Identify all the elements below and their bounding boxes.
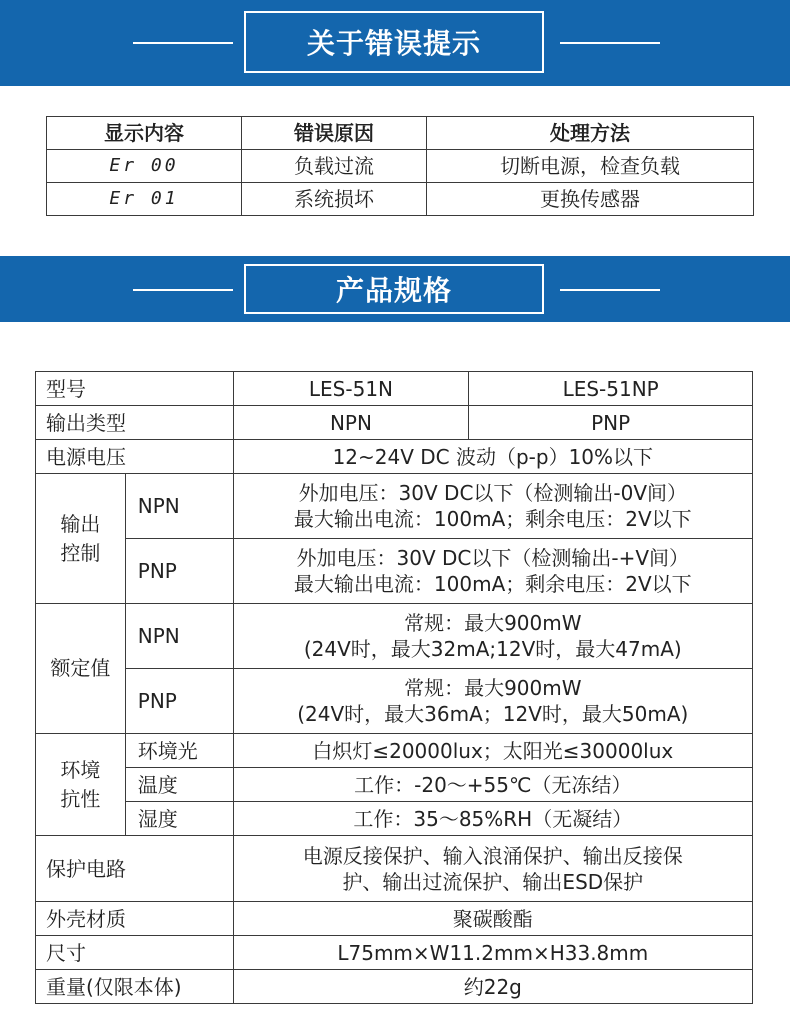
model-npn: LES-51N — [233, 372, 469, 406]
banner-right-line — [560, 289, 660, 291]
voltage-value: 12~24V DC 波动（p-p）10%以下 — [233, 440, 752, 474]
housing-label: 外壳材质 — [36, 902, 234, 936]
header-display: 显示内容 — [47, 117, 242, 150]
table-row — [36, 836, 753, 902]
table-row — [36, 406, 753, 440]
error-solution: 切断电源，检查负载 — [427, 150, 754, 183]
size-label: 尺寸 — [36, 936, 234, 970]
protection-line2: 护、输出过流保护、输出ESD保护 — [342, 869, 644, 894]
table-row — [36, 802, 753, 836]
banner-title: 关于错误提示 — [244, 11, 544, 73]
error-cause: 系统损坏 — [242, 183, 427, 216]
output-control-pnp-label: PNP — [125, 539, 233, 604]
weight-label: 重量(仅限本体) — [36, 970, 234, 1004]
table-row — [36, 604, 753, 669]
rated-npn-value — [233, 604, 752, 669]
rated-npn-line1: 常规：最大900mW — [404, 611, 582, 635]
model-label: 型号 — [36, 372, 234, 406]
rated-pnp-line1: 常规：最大900mW — [404, 676, 582, 700]
humidity-value: 工作：35～85%RH（无凝结） — [233, 802, 752, 836]
error-section-banner — [0, 0, 790, 86]
ambient-light-label: 环境光 — [125, 734, 233, 768]
spec-table — [35, 371, 753, 1004]
table-row — [36, 936, 753, 970]
output-type-pnp: PNP — [469, 406, 753, 440]
table-header-row — [47, 117, 754, 150]
size-value: L75mm×W11.2mm×H33.8mm — [233, 936, 752, 970]
table-row — [36, 902, 753, 936]
output-control-npn-value — [233, 474, 752, 539]
table-row — [36, 734, 753, 768]
housing-value: 聚碳酸酯 — [233, 902, 752, 936]
table-row — [36, 970, 753, 1004]
output-control-pnp-value — [233, 539, 752, 604]
error-code: Er 00 — [47, 150, 242, 183]
error-code: Er 01 — [47, 183, 242, 216]
banner-left-line — [133, 289, 233, 291]
humidity-label: 湿度 — [125, 802, 233, 836]
rated-npn-line2: (24V时，最大32mA;12V时，最大47mA) — [303, 637, 682, 661]
protection-line1: 电源反接保护、输入浪涌保护、输出反接保 — [302, 843, 683, 868]
header-cause: 错误原因 — [242, 117, 427, 150]
output-control-npn-line1: 外加电压：30V DC以下（检测输出-0V间） — [298, 481, 688, 505]
output-control-label — [36, 474, 126, 604]
rated-pnp-value — [233, 669, 752, 734]
output-type-label: 输出类型 — [36, 406, 234, 440]
temperature-value: 工作：-20～+55℃（无冻结） — [233, 768, 752, 802]
table-row — [36, 440, 753, 474]
output-control-npn-label: NPN — [125, 474, 233, 539]
temperature-label: 温度 — [125, 768, 233, 802]
output-type-npn: NPN — [233, 406, 469, 440]
header-solution: 处理方法 — [427, 117, 754, 150]
output-control-label-line1: 输出 — [60, 511, 101, 536]
environment-label-line1: 环境 — [60, 757, 101, 782]
protection-label: 保护电路 — [36, 836, 234, 902]
environment-label-line2: 抗性 — [60, 786, 101, 811]
banner-title: 产品规格 — [244, 264, 544, 314]
environment-label — [36, 734, 126, 836]
output-control-label-line2: 控制 — [60, 540, 101, 565]
rated-pnp-line2: (24V时，最大36mA；12V时，最大50mA) — [297, 702, 689, 726]
table-row — [47, 183, 754, 216]
error-table — [46, 116, 754, 216]
table-row — [36, 539, 753, 604]
table-row — [36, 474, 753, 539]
voltage-label: 电源电压 — [36, 440, 234, 474]
banner-right-line — [560, 42, 660, 44]
table-row — [47, 150, 754, 183]
model-pnp: LES-51NP — [469, 372, 753, 406]
output-control-pnp-line1: 外加电压：30V DC以下（检测输出-+V间） — [296, 546, 690, 570]
rated-pnp-label: PNP — [125, 669, 233, 734]
table-row — [36, 372, 753, 406]
table-row — [36, 669, 753, 734]
error-cause: 负载过流 — [242, 150, 427, 183]
protection-value — [233, 836, 752, 902]
rated-label: 额定值 — [36, 604, 126, 734]
spec-section-banner — [0, 256, 790, 322]
ambient-light-value: 白炽灯≤20000lux；太阳光≤30000lux — [233, 734, 752, 768]
table-row — [36, 768, 753, 802]
error-solution: 更换传感器 — [427, 183, 754, 216]
weight-value: 约22g — [233, 970, 752, 1004]
rated-npn-label: NPN — [125, 604, 233, 669]
output-control-npn-line2: 最大输出电流：100mA；剩余电压：2V以下 — [293, 507, 692, 531]
output-control-pnp-line2: 最大输出电流：100mA；剩余电压：2V以下 — [293, 572, 692, 596]
banner-left-line — [133, 42, 233, 44]
